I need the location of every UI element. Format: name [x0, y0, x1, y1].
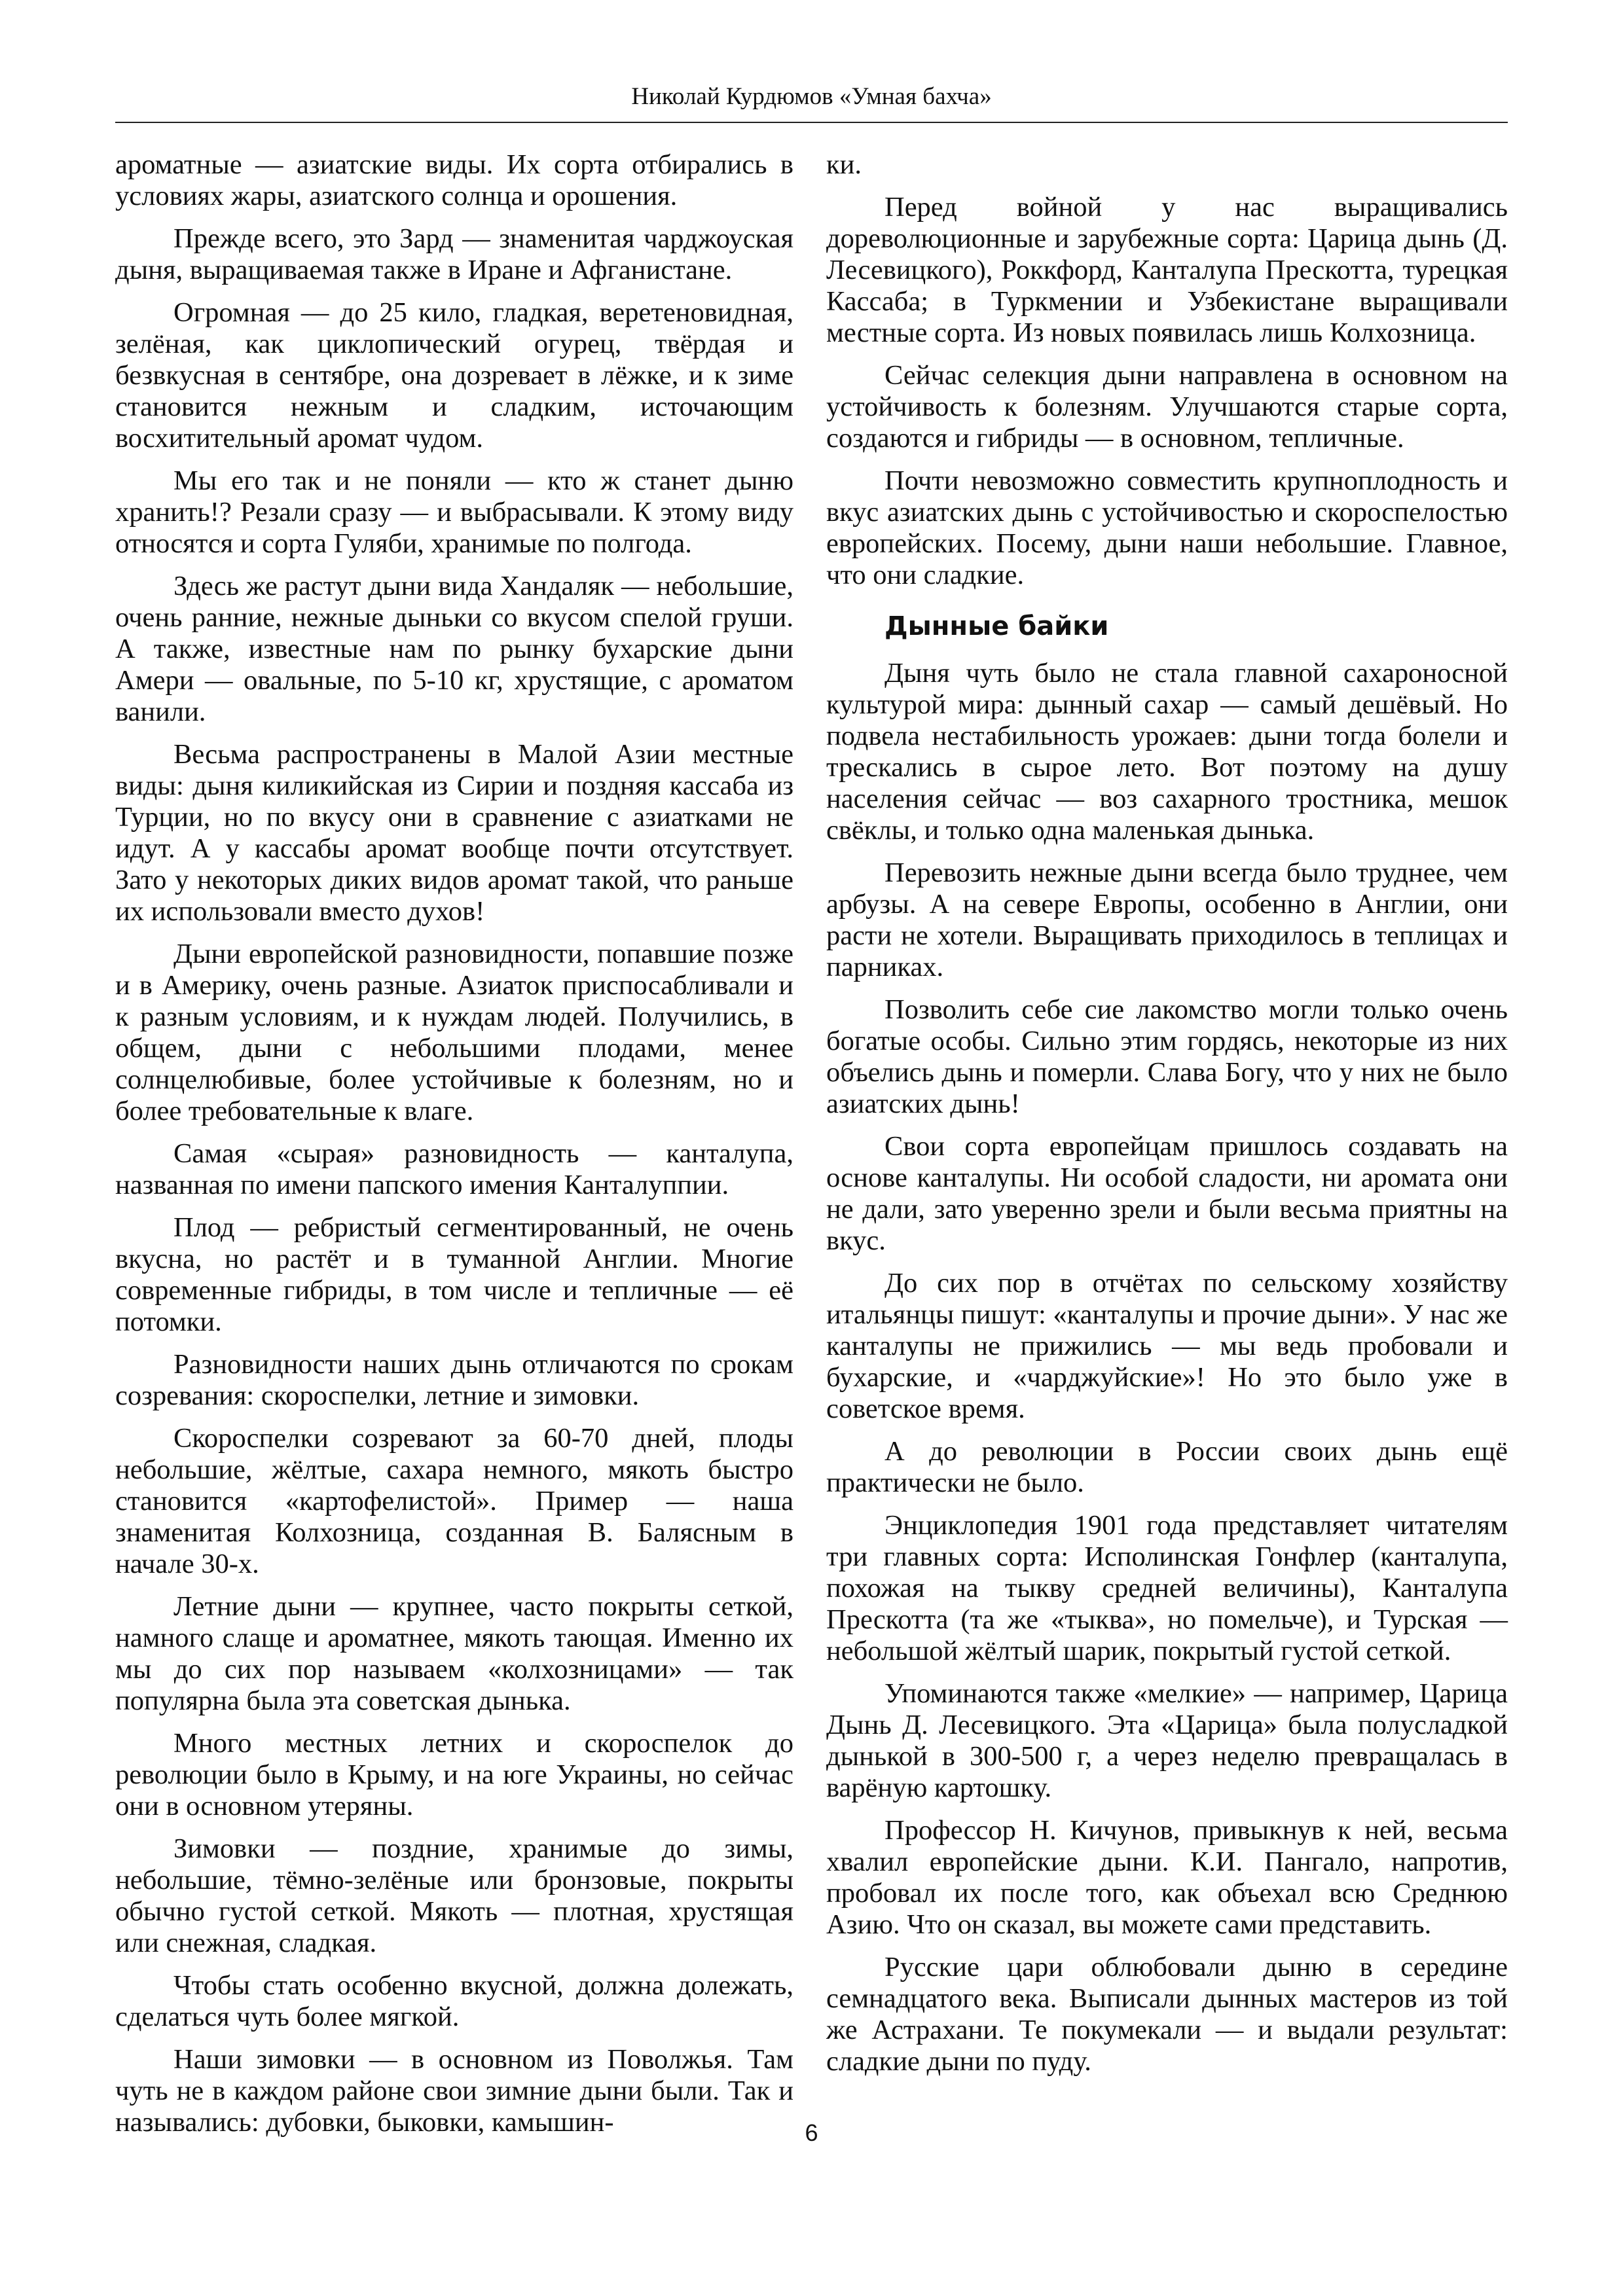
paragraph: А до революции в России своих дынь ещё практически не было.	[826, 1436, 1508, 1498]
paragraph: Чтобы стать особенно вкусной, должна долежать, сделаться чуть более мягкой.	[115, 1970, 793, 2032]
paragraph: Позволить себе сие лакомство могли только очень богатые особы. Сильно этим гордясь, некоторые из них объелись дынь и померли. Слава Богу, что у них не было азиатских дынь!	[826, 994, 1508, 1119]
paragraph: До сих пор в отчётах по сельскому хозяйству итальянцы пишут: «канталупы и прочие дыни». У нас же канталупы не прижились — мы ведь пробовали и бухарские, и «чарджуйские»! Но это было уже в советское время.	[826, 1268, 1508, 1424]
paragraph: Зимовки — поздние, хранимые до зимы, небольшие, тёмно-зелёные или бронзовые, покрыты обычно густой сеткой. Мякоть — плотная, хрустящая или снежная, сладкая.	[115, 1833, 793, 1958]
paragraph: Перевозить нежные дыни всегда было труднее, чем арбузы. А на севере Европы, особенно в Англии, они расти не хотели. Выращивать приходилось в теплицах и парниках.	[826, 857, 1508, 982]
running-header: Николай Курдюмов «Умная бахча»	[631, 83, 992, 110]
header-rule	[115, 122, 1508, 123]
paragraph: Скороспелки созревают за 60-70 дней, плоды небольшие, жёлтые, сахара немного, мякоть быстро становится «картофелистой». Пример — наша знаменитая Колхозница, созданная В. Балясным в начале 30-х.	[115, 1423, 793, 1579]
paragraph: ки.	[826, 149, 862, 180]
paragraph: Сейчас селекция дыни направлена в основном на устойчивость к болезням. Улучшаются старые сорта, создаются и гибриды — в основном, тепличные.	[826, 360, 1508, 454]
paragraph: Огромная — до 25 кило, гладкая, веретеновидная, зелёная, как циклопический огурец, твёрдая и безвкусная в сентябре, она дозревает в лёжке, и к зиме становится нежным и сладким, источающим восхитительный аромат чудом.	[115, 297, 793, 454]
paragraph: Мы его так и не поняли — кто ж станет дыню хранить!? Резали сразу — и выбрасывали. К этому виду относятся и сорта Гуляби, хранимые по полгода.	[115, 465, 793, 559]
paragraph: Прежде всего, это Зард — знаменитая чарджоуская дыня, выращиваемая также в Иране и Афганистане.	[115, 223, 793, 285]
section-heading: Дынные байки	[884, 611, 1109, 641]
paragraph: Самая «сырая» разновидность — канталупа, названная по имени папского имения Канталуппии.	[115, 1138, 793, 1200]
paragraph: Дыни европейской разновидности, попавшие позже и в Америку, очень разные. Азиаток приспосабливали и к разным условиям, и к нуждам людей. Получились, в общем, дыни с небольшими плодами, менее солнцелюбивые, более устойчивые к болезням, но и более требовательные к влаге.	[115, 939, 793, 1126]
paragraph: Почти невозможно совместить крупноплодность и вкус азиатских дынь с устойчивостью и скороспелостью европейских. Посему, дыни наши небольшие. Главное, что они сладкие.	[826, 465, 1508, 590]
left-column	[115, 149, 793, 2149]
paragraph: Летние дыни — крупнее, часто покрыты сеткой, намного слаще и ароматнее, мякоть тающая. Именно их мы до сих пор называем «колхозницами» — так популярна была эта советская дынька.	[115, 1591, 793, 1716]
paragraph: Энциклопедия 1901 года представляет читателям три главных сорта: Исполинская Гонфлер (канталупа, похожая на тыкву средней величины), Канталупа Прескотта (та же «тыква», но помельче), и Турская — небольшой жёлтый шарик, покрытый густой сеткой.	[826, 1510, 1508, 1666]
paragraph: Перед войной у нас выращивались дореволюционные и зарубежные сорта: Царица дынь (Д. Лесевицкого), Роккфорд, Канталупа Прескотта, турецкая Кассаба; в Туркмении и Узбекистане выращивали местные сорта. Из новых появилась лишь Колхозница.	[826, 192, 1508, 348]
paragraph: Много местных летних и скороспелок до революции было в Крыму, и на юге Украины, но сейчас они в основном утеряны.	[115, 1728, 793, 1821]
paragraph: Русские цари облюбовали дыню в середине семнадцатого века. Выписали дынных мастеров из той же Астрахани. Те покумекали — и выдали результат: сладкие дыни по пуду.	[826, 1952, 1508, 2077]
paragraph: Дыня чуть было не стала главной сахароносной культурой мира: дынный сахар — самый дешёвый. Но подвела нестабильность урожаев: дыни тогда болели и трескались в сырое лето. Вот поэтому на душу населения сейчас — воз сахарного тростника, мешок свёклы, и только одна маленькая дынька.	[826, 658, 1508, 846]
paragraph: Разновидности наших дынь отличаются по срокам созревания: скороспелки, летние и зимовки.	[115, 1349, 793, 1411]
right-column	[826, 149, 1508, 2089]
page-number: 6	[805, 2119, 818, 2146]
paragraph: Плод — ребристый сегментированный, не очень вкусна, но растёт и в туманной Англии. Многие современные гибриды, в том числе и тепличные — её потомки.	[115, 1212, 793, 1337]
paragraph: Упоминаются также «мелкие» — например, Царица Дынь Д. Лесевицкого. Эта «Царица» была полусладкой дынькой в 300-500 г, а через неделю превращалась в варёную картошку.	[826, 1678, 1508, 1803]
paragraph: ароматные — азиатские виды. Их сорта отбирались в условиях жары, азиатского солнца и орошения.	[115, 149, 793, 211]
paragraph: Профессор Н. Кичунов, привыкнув к ней, весьма хвалил европейские дыни. К.И. Пангало, напротив, пробовал их после того, как объехал всю Среднюю Азию. Что он сказал, вы можете сами представить.	[826, 1815, 1508, 1940]
paragraph: Наши зимовки — в основном из Поволжья. Там чуть не в каждом районе свои зимние дыни были. Так и назывались: дубовки, быковки, камышин-	[115, 2044, 793, 2138]
paragraph: Здесь же растут дыни вида Хандаляк — небольшие, очень ранние, нежные дыньки со вкусом спелой груши. А также, известные нам по рынку бухарские дыни Амери — овальные, по 5-10 кг, хрустящие, с ароматом ванили.	[115, 571, 793, 727]
paragraph: Свои сорта европейцам пришлось создавать на основе канталупы. Ни особой сладости, ни аромата они не дали, зато уверенно зрели и были весьма приятны на вкус.	[826, 1131, 1508, 1256]
paragraph: Весьма распространены в Малой Азии местные виды: дыня киликийская из Сирии и поздняя кассаба из Турции, но по вкусу они в сравнение с азиатками не идут. А у кассабы аромат вообще почти отсутствует. Зато у некоторых диких видов аромат такой, что раньше их использовали вместо духов!	[115, 739, 793, 927]
